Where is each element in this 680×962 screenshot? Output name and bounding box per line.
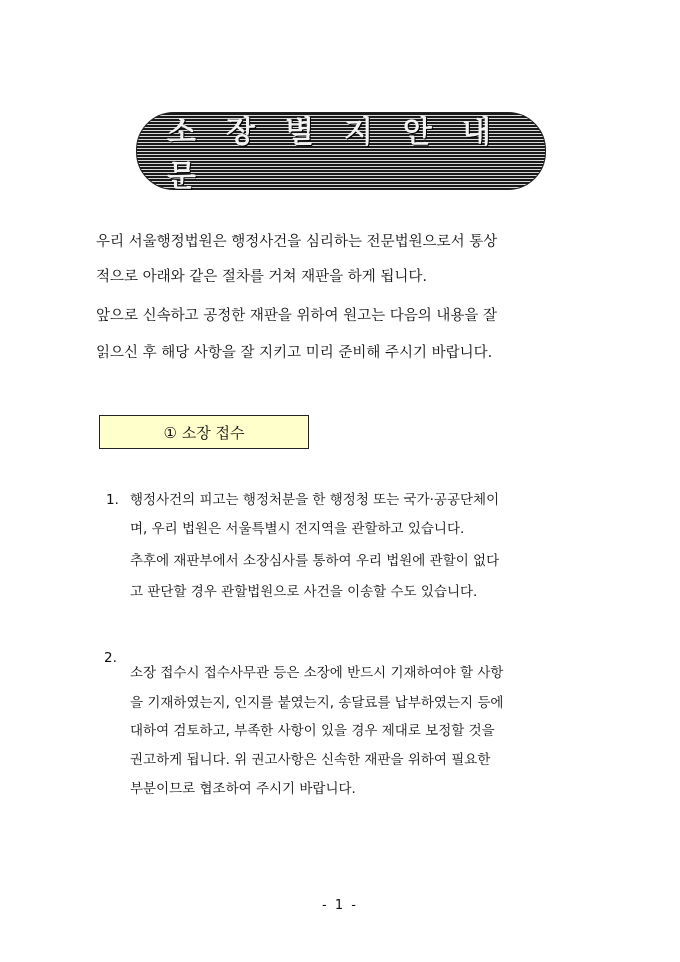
item-1-line-1: 행정사건의 피고는 행정처분을 한 행정청 또는 국가·공공단체이 <box>130 492 500 508</box>
item-2-line-3: 대하여 검토하고, 부족한 사항이 있을 경우 제대로 보정할 것을 <box>130 723 495 739</box>
item-number: 2. <box>104 650 117 666</box>
item-2-line-5: 부분이므로 협조하여 주시기 바랍니다. <box>130 781 356 797</box>
intro-line-2: 적으로 아래와 같은 절차를 거쳐 재판을 하게 됩니다. <box>96 269 428 285</box>
section-heading: ① 소장 접수 <box>163 423 245 442</box>
item-1-line-3: 추후에 재판부에서 소장심사를 통하여 우리 법원에 관할이 없다 <box>130 553 500 569</box>
item-number: 1. <box>106 492 119 508</box>
intro-line-4: 읽으신 후 해당 사항을 잘 지키고 미리 준비해 주시기 바랍니다. <box>96 345 493 361</box>
item-1-line-2: 며, 우리 법원은 서울특별시 전지역을 관할하고 있습니다. <box>130 521 465 537</box>
title-banner <box>136 112 546 194</box>
document-title: 소장별지안내문 <box>167 115 521 194</box>
item-2-line-2: 을 기재하였는지, 인지를 붙였는지, 송달료를 납부하였는지 등에 <box>130 695 504 711</box>
item-2-line-4: 권고하게 됩니다. 위 권고사항은 신속한 재판을 위하여 필요한 <box>130 752 491 768</box>
page-number: - 1 - <box>322 898 358 913</box>
intro-line-1: 우리 서울행정법원은 행정사건을 심리하는 전문법원으로서 통상 <box>96 234 498 250</box>
intro-line-3: 앞으로 신속하고 공정한 재판을 위하여 원고는 다음의 내용을 잘 <box>96 308 498 324</box>
item-2-line-1: 소장 접수시 접수사무관 등은 소장에 반드시 기재하여야 할 사항 <box>130 665 504 681</box>
item-1-line-4: 고 판단할 경우 관할법원으로 사건을 이송할 수도 있습니다. <box>130 584 478 600</box>
section-heading-box <box>99 415 309 449</box>
